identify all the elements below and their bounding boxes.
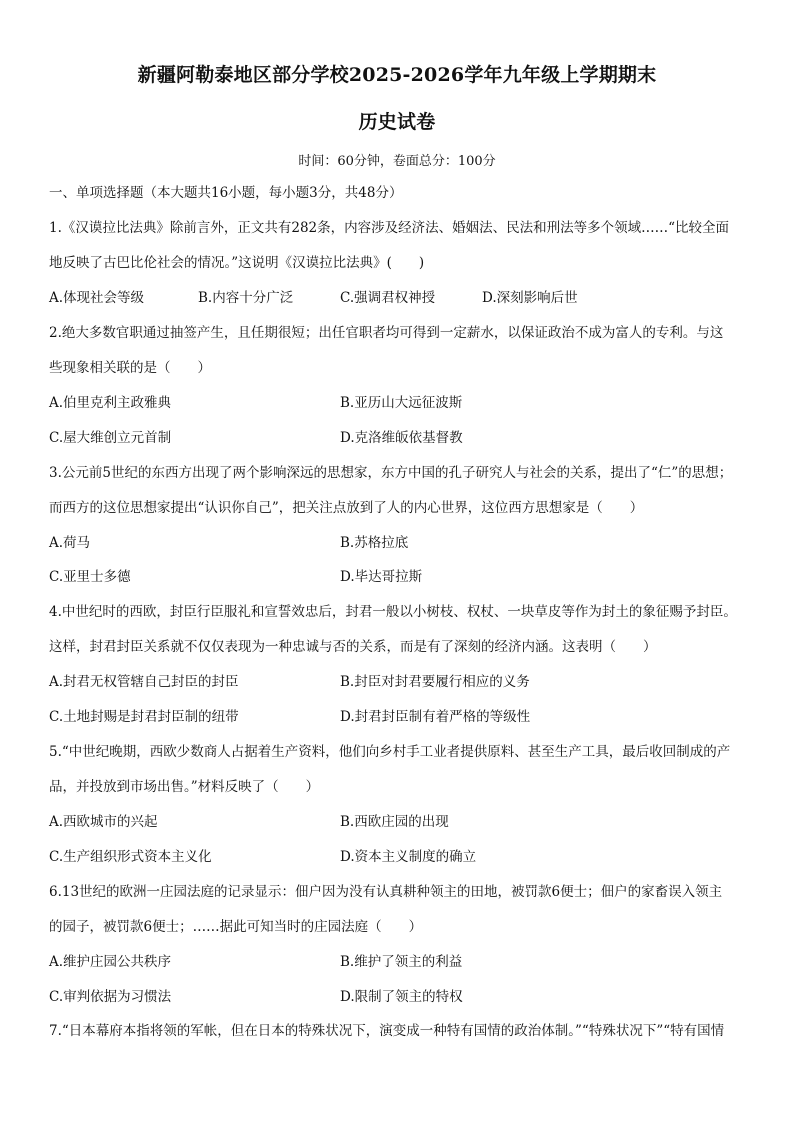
question-6-line-1: 6.13世纪的欧洲一庄园法庭的记录显示：佃户因为没有认真耕种领主的田地，被罚款6便士；佃户的家畜误入领主 — [49, 884, 723, 900]
question-3-option-a: A.荷马 — [49, 535, 91, 551]
question-2-option-d: D.克洛维皈依基督教 — [340, 430, 463, 446]
question-2-line-2: 些现象相关联的是（ ） — [49, 360, 211, 376]
question-3-line-1: 3.公元前5世纪的东西方出现了两个影响深远的思想家，东方中国的孔子研究人与社会的关系，提出了“仁”的思想； — [49, 465, 733, 481]
question-3-option-b: B.苏格拉底 — [340, 535, 409, 551]
question-3-line-2: 而西方的这位思想家提出“认识你自己”，把关注点放到了人的内心世界，这位西方思想家是（ ） — [49, 500, 644, 516]
question-4-line-2: 这样，封君封臣关系就不仅仅表现为一种忠诚与否的关系，而是有了深刻的经济内涵。这表明（ ） — [49, 639, 657, 655]
question-6-option-c: C.审判依据为习惯法 — [49, 989, 172, 1005]
question-4-line-1: 4.中世纪时的西欧，封臣行臣服礼和宣誓效忠后，封君一般以小树枝、权杖、一块草皮等作为封土的象征赐予封臣。 — [49, 604, 737, 620]
question-1-line-2: 地反映了古巴比伦社会的情况。”这说明《汉谟拉比法典》( ) — [49, 255, 425, 271]
section-heading: 一、单项选择题（本大题共16小题，每小题3分，共48分） — [49, 185, 403, 201]
exam-meta: 时间：60分钟，卷面总分：100分 — [298, 154, 496, 169]
question-5-option-b: B.西欧庄园的出现 — [340, 814, 449, 830]
question-4-option-d: D.封君封臣制有着严格的等级性 — [340, 709, 531, 725]
question-5-option-d: D.资本主义制度的确立 — [340, 849, 477, 865]
question-4-option-c: C.土地封赐是封君封臣制的纽带 — [49, 709, 239, 725]
question-6-option-b: B.维护了领主的利益 — [340, 954, 463, 970]
question-1-option-d: D.深刻影响后世 — [482, 290, 578, 306]
question-5-line-1: 5.“中世纪晚期，西欧少数商人占据着生产资料，他们向乡村手工业者提供原料、甚至生产工具，最后收回制成的产 — [49, 744, 731, 760]
question-6-option-a: A.维护庄园公共秩序 — [49, 954, 172, 970]
question-1-option-a: A.体现社会等级 — [49, 290, 145, 306]
question-7-line-1: 7.“日本幕府本指将领的军帐，但在日本的特殊状况下，演变成一种特有国情的政治体制。”“特殊状况下”“特有国情 — [49, 1023, 725, 1039]
question-3-option-d: D.毕达哥拉斯 — [340, 569, 423, 585]
question-3-option-c: C.亚里士多德 — [49, 569, 131, 585]
question-2-line-1: 2.绝大多数官职通过抽签产生，且任期很短；出任官职者均可得到一定薪水，以保证政治不成为富人的专利。与这 — [49, 325, 724, 341]
exam-title: 新疆阿勒泰地区部分学校2025-2026学年九年级上学期期末 — [137, 64, 657, 86]
question-1-option-b: B.内容十分广泛 — [198, 290, 294, 306]
question-4-option-b: B.封臣对封君要履行相应的义务 — [340, 674, 530, 690]
question-5-option-c: C.生产组织形式资本主义化 — [49, 849, 212, 865]
question-6-option-d: D.限制了领主的特权 — [340, 989, 463, 1005]
question-2-option-c: C.屋大维创立元首制 — [49, 430, 172, 446]
question-2-option-a: A.伯里克利主政雅典 — [49, 395, 172, 411]
question-5-line-2: 品，并投放到市场出售。”材料反映了（ ） — [49, 779, 320, 795]
exam-subtitle: 历史试卷 — [358, 111, 436, 133]
question-4-option-a: A.封君无权管辖自己封臣的封臣 — [49, 674, 239, 690]
question-6-line-2: 的园子，被罚款6便士；……据此可知当时的庄园法庭（ ） — [49, 919, 423, 935]
question-2-option-b: B.亚历山大远征波斯 — [340, 395, 463, 411]
question-1-option-c: C.强调君权神授 — [340, 290, 436, 306]
question-1-line-1: 1.《汉谟拉比法典》除前言外，正文共有282条，内容涉及经济法、婚姻法、民法和刑法等多个领域……“比较全面 — [49, 220, 730, 236]
question-5-option-a: A.西欧城市的兴起 — [49, 814, 158, 830]
